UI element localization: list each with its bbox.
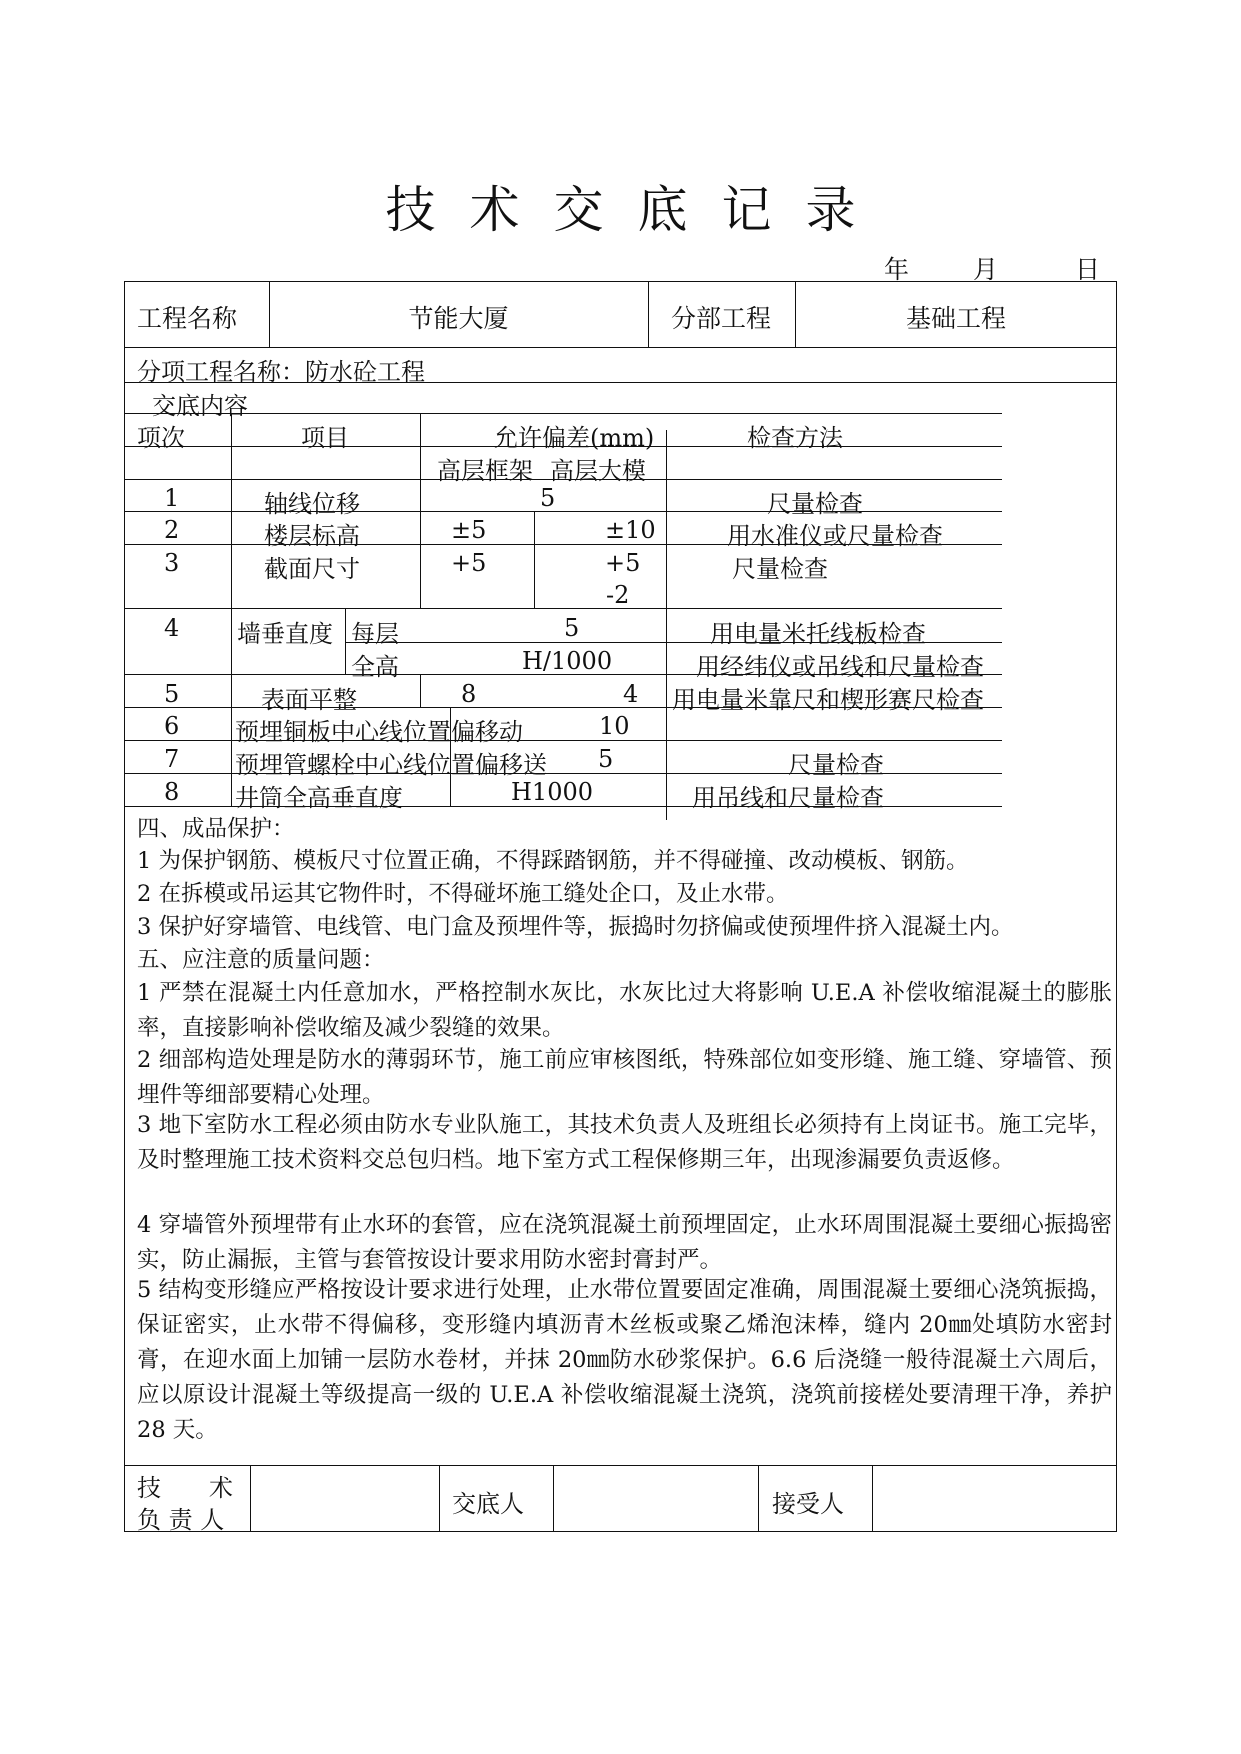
divider [758, 1465, 759, 1531]
section-5-item-2: 2 细部构造处理是防水的薄弱环节，施工前应审核图纸，特殊部位如变形缝、施工缝、穿墙管、预埋件等细部要精心处理。 [137, 1047, 1112, 1108]
row-4-sub2: 全高 [351, 653, 399, 681]
table-rule [124, 413, 1002, 414]
row-1-value: 5 [540, 484, 556, 512]
row-8-value: H1000 [511, 778, 594, 806]
date-month-label: 月 [973, 255, 999, 284]
row-7-no: 7 [164, 745, 180, 773]
col-header-tolerance: 允许偏差(mm) [494, 424, 655, 452]
row-4-item: 墙垂直度 [237, 620, 333, 648]
row-3-method: 尺量检查 [732, 555, 828, 583]
table-rule [345, 608, 346, 674]
tech-lead-label-line1: 技 术 [137, 1474, 233, 1502]
divider [250, 1465, 251, 1531]
col-header-item: 项目 [301, 424, 349, 452]
row-8-method: 用吊线和尺量检查 [692, 784, 884, 812]
divider [553, 1465, 554, 1531]
col-header-frame: 高层框架 [437, 457, 533, 485]
table-rule [124, 608, 1002, 609]
section-4-item-2: 2 在拆模或吊运其它物件时，不得碰坏施工缝处企口，及止水带。 [137, 881, 789, 907]
table-rule [420, 674, 421, 707]
row-6-value: 10 [599, 712, 630, 740]
section-5-item-3: 3 地下室防水工程必须由防水专业队施工，其技术负责人及班组长必须持有上岗证书。施工完毕，及时整理施工技术资料交总包归档。地下室方式工程保修期三年，出现渗漏要负责返修。 [137, 1112, 1112, 1173]
table-rule [124, 511, 1002, 512]
row-3-formwork-lower: -2 [606, 581, 630, 609]
document-title: 技术交底记录 [385, 181, 890, 239]
section-4-heading: 四、成品保护： [137, 816, 295, 842]
row-1-no: 1 [164, 484, 180, 512]
row-3-item: 截面尺寸 [264, 555, 360, 583]
row-3-formwork: +5 [605, 549, 641, 577]
divider [648, 281, 649, 347]
row-4-sub1: 每层 [351, 620, 399, 648]
row-3-no: 3 [164, 549, 180, 577]
row-6-no: 6 [164, 712, 180, 740]
divider [124, 347, 1117, 348]
row-4-value2: H/1000 [522, 647, 613, 675]
row-3-frame: +5 [451, 549, 487, 577]
table-rule [420, 413, 421, 609]
section-5-item-1: 1 严禁在混凝土内任意加水，严格控制水灰比，水灰比过大将影响 U.E.A 补偿收缩混凝土的膨胀率，直接影响补偿收缩及减少裂缝的效果。 [137, 980, 1112, 1041]
table-rule [231, 707, 232, 806]
section-4-item-3: 3 保护好穿墙管、电线管、电门盒及预埋件等，振捣时勿挤偏或使预埋件挤入混凝土内。 [137, 914, 1014, 940]
row-5-formwork: 4 [623, 680, 639, 708]
row-5-item: 表面平整 [261, 686, 357, 714]
col-header-formwork: 高层大模 [550, 457, 646, 485]
table-rule [666, 430, 667, 820]
subitem-label [137, 352, 425, 387]
presenter-label: 交底人 [452, 1490, 524, 1518]
row-2-method: 用水准仪或尺量检查 [727, 522, 943, 550]
project-name-value: 节能大厦 [408, 304, 509, 333]
divider [124, 1465, 1117, 1466]
row-6-item: 预埋铜板中心线位置偏移动 [235, 718, 523, 746]
row-7-value: 5 [598, 745, 614, 773]
row-5-no: 5 [164, 680, 180, 708]
division-label: 分部工程 [671, 304, 772, 333]
section-5-item-5: 5 结构变形缝应严格按设计要求进行处理，止水带位置要固定准确，周围混凝土要细心浇筑振捣，保证密实，止水带不得偏移，变形缝内填沥青木丝板或聚乙烯泡沫棒，缝内 20㎜处填防水密封膏，在迎水面上加铺一层防水卷材，并抹 20㎜防水砂浆保护。6.6 后浇缝一般待混凝土六周后，应以原设计混凝土等级提高一级的 U.E.A 补偿收缩混凝土浇筑，浇筑前接槎处要清理干净，养护 28 天。 [137, 1277, 1112, 1443]
section-5-item-4: 4 穿墙管外预埋带有止水环的套管，应在浇筑混凝土前预埋固定，止水环周围混凝土要细心振捣密实，防止漏振，主管与套管按设计要求用防水密封膏封严。 [137, 1212, 1112, 1273]
row-2-formwork: ±10 [605, 516, 656, 544]
subitem-label-text: 分项工程名称： [137, 358, 305, 386]
col-header-item-no: 项次 [137, 424, 185, 452]
row-2-frame: ±5 [451, 516, 487, 544]
row-8-item: 井筒全高垂直度 [235, 784, 403, 812]
row-4-value1: 5 [564, 614, 580, 642]
row-7-item: 预埋管螺栓中心线位置偏移送 [235, 751, 547, 779]
row-1-method: 尺量检查 [767, 490, 863, 518]
row-1-item: 轴线位移 [264, 490, 360, 518]
table-rule [534, 511, 535, 609]
section-5-heading: 五、应注意的质量问题： [137, 947, 385, 973]
receiver-label: 接受人 [772, 1490, 844, 1518]
division-value: 基础工程 [905, 304, 1006, 333]
row-8-no: 8 [164, 778, 180, 806]
divider [439, 1465, 440, 1531]
row-2-item: 楼层标高 [264, 522, 360, 550]
col-header-method: 检查方法 [747, 424, 843, 452]
tech-lead-label-line2: 负 责 人 [137, 1506, 225, 1534]
project-name-label: 工程名称 [137, 304, 238, 333]
section-4-item-1: 1 为保护钢筋、模板尺寸位置正确，不得踩踏钢筋，并不得碰撞、改动模板、钢筋。 [137, 848, 969, 874]
content-label: 交底内容 [152, 392, 248, 420]
table-rule [231, 413, 232, 708]
row-4-method1: 用电量米托线板检查 [710, 620, 926, 648]
row-5-method: 用电量米靠尺和楔形赛尺检查 [672, 686, 984, 714]
date-year-label: 年 [884, 255, 910, 284]
row-5-frame: 8 [461, 680, 477, 708]
row-7-method: 尺量检查 [788, 751, 884, 779]
row-4-method2: 用经纬仪或吊线和尺量检查 [696, 653, 984, 681]
subitem-value: 防水砼工程 [305, 358, 425, 386]
divider [872, 1465, 873, 1531]
row-2-no: 2 [164, 516, 180, 544]
row-4-no: 4 [164, 614, 180, 642]
date-day-label: 日 [1075, 255, 1101, 284]
